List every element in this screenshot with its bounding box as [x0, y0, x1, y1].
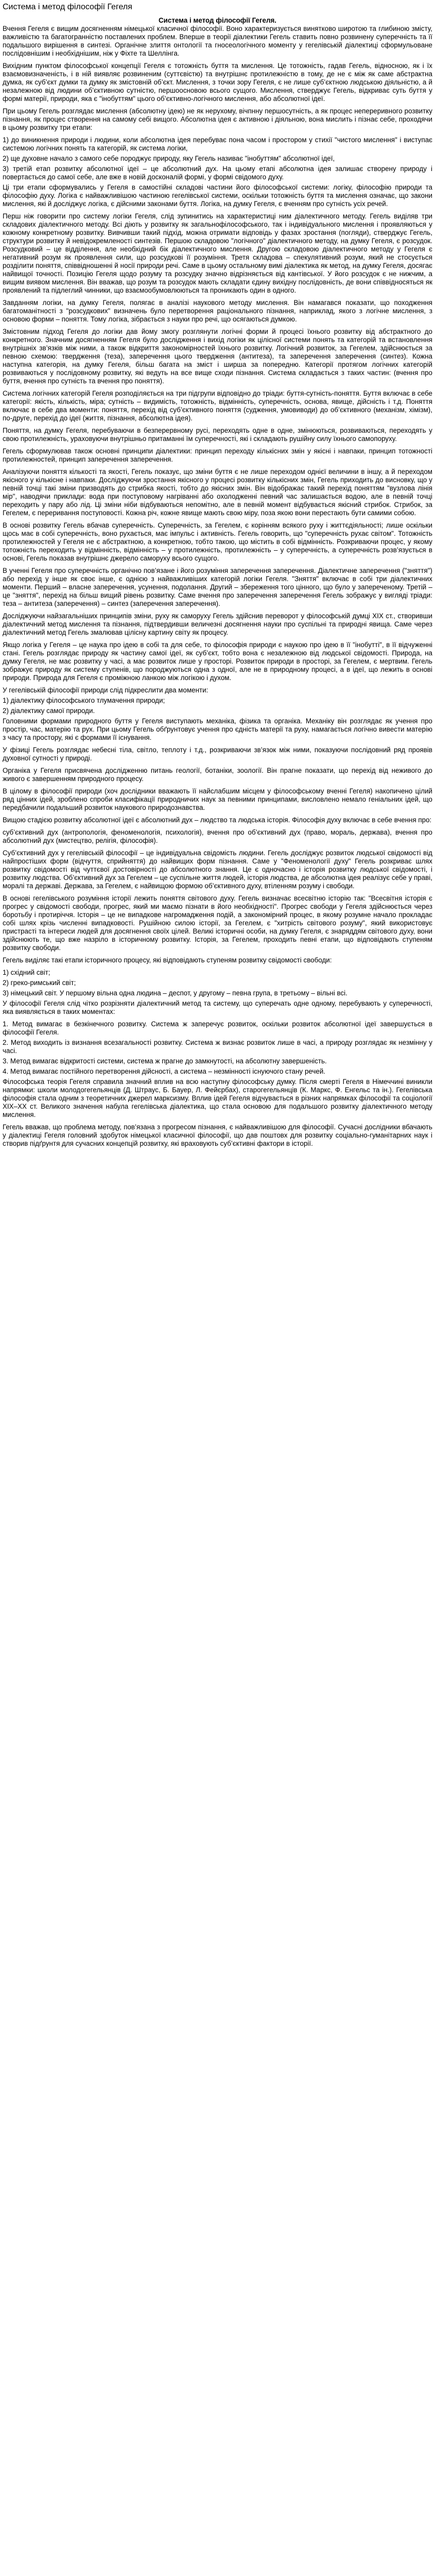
paragraph: В цілому в філософії природи (хоч дослідники вважають її найслабшим місцем у філософському вченні Гегеля) накопичено цілий ряд цінних ідей, зроблено спроби класифікації природничих наук за певними принципами, висловлено немало геніальних ідей, що передбачили подальший розвиток наукового природознавства. — [3, 787, 432, 811]
paragraph: У філософії Гегеля слід чітко розрізняти діалектичний метод та систему, що суперечать одне одному, перебувають у суперечності, яка виявляється в таких моментах: — [3, 999, 432, 1015]
paragraph: Ці три етапи сформувались у Гегеля в самостійні складові частини його філософської системи: логіку, філософію природи та філософію духу. Логіка є найважливішою частиною гегелівської системи, оскільки тотожність буття та мислення означає, що закони мислення, які й досліджує логіка, є дійсними законами буття. Логіка, на думку Гегеля, є вченням про сутність усіх речей. — [3, 183, 432, 208]
paragraph: Система логічних категорій Гегеля розподіляється на три підгрупи відповідно до тріади: буття-сутність-поняття. Буття включає в себе категорії: якість, кількість, міра; сутність – видимість, тотожність, відмінність, суперечність, основа, явище, дійсність і т.д. Поняття включає в себе два моменти: поняття, перехід від суб’єктивного поняття (судження, умовиводи) до об’єктивного (механізм, хімізм), по-друге, перехід до ідеї (життя, пізнання, абсолютна ідея). — [3, 389, 432, 422]
paragraph: Головними формами природного буття у Гегеля виступають механіка, фізика та органіка. Механіку він розглядає як учення про простір, час, матерію та рух. При цьому Гегель обґрунтовує учення про єдність матерії та руху, намагається логічно вивести матерію з часу та простору, які є формами її існування. — [3, 717, 432, 741]
paragraph: 2. Метод виходить із визнання всезагальності розвитку. Система ж визнає розвиток лише в часі, а природу розглядає як незмінну у часі. — [3, 1039, 432, 1055]
paragraph: В основі гегелівського розуміння історії лежить поняття світового духу. Гегель визначає всесвітню історію так: "Всесвітня історія є прогрес у свідомості свободи, прогрес, який ми маємо пізнати в його необхідності". Прогрес свободи у Гегеля здійснюється через боротьбу і протиріччя. Історія – це не випадкове нагромадження подій, а закономірний процес, в якому розумне начало прокладає собі шлях крізь численні випадковості. Рушійною силою історії, за Гегелем, є "хитрість світового розуму", який використовує пристрасті та інтереси людей для досягнення своїх цілей. Великі історичні особи, на думку Гегеля, є знаряддям світового духу, вони здійснюють те, що вже назріло в історичному розвитку. Історія, за Гегелем, проходить певні етапи, що відповідають ступеням розвитку свободи. — [3, 894, 432, 952]
paragraph: 3) німецький світ. У першому вільна одна людина – деспот, у другому – певна група, в третьому – вільні всі. — [3, 989, 347, 997]
paragraph: Суб’єктивний дух у гегелівській філософії – це індивідуальна свідомість людини. Гегель досліджує розвиток людської свідомості від найпростіших форм (відчуття, сприйняття) до найвищих форм пізнання. Саме у "Феноменології духу" Гегель розкриває шлях розвитку свідомості від чуттєвої достовірності до абсолютного знання. Це є одночасно і історія розвитку людської свідомості, і розвитку людства. Об’єктивний дух за Гегелем – це суспільне життя людей, історія людства, де абсолютна ідея реалізує себе у праві, моралі та державі. Держава, за Гегелем, є найвищою формою об’єктивного духу, втіленням розуму і свободи. — [3, 849, 432, 890]
paragraph: 3) третій етап розвитку абсолютної ідеї – це абсолютний дух. На цьому етапі абсолютна ідея залишає створену природу і повертається до самої себе, але вже в новій досконалій формі, у формі свідомого духу. — [3, 165, 432, 181]
paragraph: У фізиці Гегель розглядає небесні тіла, світло, теплоту і т.д., розкриваючи зв’язок між ними, показуючи послідовний ряд проявів духовної сутності у природі. — [3, 746, 432, 762]
paragraph: 3. Метод вимагає відкритості системи, система ж прагне до замкнутості, на абсолютну завершеність. — [3, 1057, 327, 1065]
paragraph: 2) діалектику самої природи. — [3, 707, 95, 715]
paragraph: У гегелівській філософії природи слід підкреслити два моменти: — [3, 686, 208, 694]
document-page — [0, 0, 436, 1156]
paragraph: Досліджуючи найзагальніших принципів зміни, руху як саморуху Гегель здійснив переворот у філософській думці ХІХ ст., створивши діалектичний метод мислення та пізнання, підтвердивши величезні досягнення науки про суспільні та природні явища. Саме через діалектичний метод Гегель змалював цілісну картину світу як процесу. — [3, 612, 432, 636]
paragraph: Змістовним підход Гегеля до логіки дав йому змогу розглянути логічні форми й процесі їхнього розвитку від абстрактного до конкретного. Значним досягненням Гегеля було дослідження і вихід логіки як цілісної системи понять та категорій та встановлення внутрішніх зв’язків між ними, а також відкриття закономірностей їхнього розвитку. Логічний розвиток, за Гегелем, здійснюється за певною схемою: твердження (теза), заперечення цього твердження (антитеза), та заперечення заперечення (синтез). Кожна наступна категорія, на думку Гегеля, більш багата на зміст і ширша за попередню. Категорії протягом логічних категорій розвиваються у послідовному розвитку, які ведуть на все вище сходи пізнання. Система складається з таких частин: (вчення про буття, вчення про сутність та вчення про поняття). — [3, 328, 432, 385]
paragraph: Філософська теорія Гегеля справила значний вплив на всю наступну філософську думку. Після смерті Гегеля в Німеччині виникли напрямки: школи молодогегельянців (Д. Штраус, Б. Бауер, Л. Фейєрбах), старогегельянців (К. Маркс, Ф. Енгельс та ін.). Гегелівська філософія стала одним з теоретичних джерел марксизму. Вплив ідей Гегеля відчувається в різних напрямках філософії та соціології ХІХ–ХХ ст. Великого значення набула гегелівська діалектика, що стала основою для подальшого розвитку діалектичного методу мислення. — [3, 1078, 432, 1118]
paragraph: Гегель сформулював також основні принципи діалектики: принцип переходу кількісних змін у якісні і навпаки, принцип тотожності протилежностей, принцип заперечення заперечення. — [3, 447, 432, 463]
paragraph: 1. Метод вимагає в безкінечного розвитку. Система ж заперечує розвиток, оскільки розвиток абсолютної ідеї завершується в філософії Гегеля. — [3, 1020, 432, 1036]
paragraph: Поняття, на думку Гегеля, перебуваючи в безперервному русі, переходять одне в одне, змінюються, розвиваються, переходять у свою протилежність, ураховуючи внутрішньо притаманні їм суперечності, які і складають рушійну силу їхнього самопоруху. — [3, 427, 432, 443]
document-heading: Система і метод філософії Гегеля. — [158, 16, 277, 24]
paragraph: В ученні Гегеля про суперечність органічно пов’язане і його розуміння заперечення заперечення. Діалектичне заперечення ("зняття") або перехід у інше як своє інше, є однією з найважливіших категорій логіки Гегеля. "Зняття" включає в собі три діалектичних моменти. Перший – власне заперечення, усунення, подолання. Другий – збереження того цінного, що було у запереченому. Третій – це "зняття", перехід на більш вищий рівень розвитку. Саме вчення про заперечення заперечення Гегель зображує у вигляді тріади: теза – антитеза (заперечення) – синтез (заперечення заперечення). — [3, 567, 432, 607]
document-body — [3, 25, 432, 1148]
paragraph: В основі розвитку Гегель вбачав суперечність. Суперечність, за Гегелем, є корінням всякого руху і життєдіяльності; лише оскільки щось має в собі суперечність, воно рухається, має імпульс і активність. Гегель говорить, що "суперечність рухає світом". Тотожність протилежностей у Гегеля не є абстрактною, а конкретною, тобто такою, що містить в собі відмінність. Розкриваючи процес, у якому тотожність переходить у відмінність, відмінність – у протилежність, протилежність – у суперечність, а суперечність розв’язується в основі, Гегель показав внутрішнє джерело саморуху всього сущого. — [3, 521, 432, 562]
paragraph: Аналізуючи поняття кількості та якості, Гегель показує, що зміни буття є не лише переходом однієї величини в іншу, а й переходом якісного у кількісне і навпаки. Досліджуючи зростання якісного у процесі розвитку кількісних змін, Гегель приходить до висновку, що у певній точці такі зміни призводять до стрибка якості, тобто до якісних змін. Він відображає такий перехід поняттям "вузлова лінія мір", наводячи приклади: вода при поступовому нагріванні або охолодженні певний час залишається водою, але в певній точці переходить у пару або лід. Ці зміни ніби відбуваються непомітно, але в певній момент відбувається якісний стрибок. Стрибок, за Гегелем, є переривання поступовості. Кожна річ, кожне явище мають свою міру, поза якою вони перестають бути самими собою. — [3, 468, 432, 517]
paragraph: Вищою стадією розвитку абсолютної ідеї є абсолютний дух – людство та людська історія. Філософія духу включає в себе вчення про: — [3, 816, 432, 824]
paragraph: Перш ніж говорити про систему логіки Гегеля, слід зупинитись на характеристиці ним діалектичного методу. Гегель виділяв три складових діалектичного методу. Всі діють у розвитку як загальнофілософського, так і індивідуального мислення і проявляються у кожному конкретному розвитку. Вивчивши такий підхід, можна отримати відповідь у фазах зростання (погляди), стверджує Гегель, структури розвитку й невідокремленості синтезів. Першою складовою "логічного" діалектичного методу, на думку Гегеля, є розсудок. Розсудковий – це відділення, але необхідний бік діалектичного мислення. Другою складовою діалектичного методу у Гегеля є негативний розум як проявлення сили, що розсудкові її розуміння. Третя складова – спекулятивний розум, який не стосується розділити поняття, співвідношенні й носії природи речі. Саме в цьому остальному вимі діалектика як метод, на думку Гегеля, досягає найвищої точності. Позицію Гегеля щодо розуму та розсудку значно відрізняється від кантівської. У його розсудок є не нижчим, а вищим виявом мислення. Він вважав, що розум та розсудок мають складати єдину вихідну послідовність, де вони співвідносяться як проявлений та підлеглий чинники, що взаємообумовлюються та проникають один в одного. — [3, 212, 432, 294]
paragraph: 1) діалектику філософського тлумачення природи; — [3, 697, 165, 704]
paragraph: 4. Метод вимагає постійного перетворення дійсності, а система – незмінності існуючого стану речей. — [3, 1067, 326, 1075]
document-title: Система і метод філософії Гегеля — [3, 3, 132, 11]
paragraph: При цьому Гегель розглядає мислення (абсолютну ідею) не як нерухому, вічпнну першосутність, а як процес непереривного розвитку пізнання, як процес створення на самому себі вищого. Абсолютна ідея є активною і діяльною, вона мислить і пізнає себе, проходячи в цьому розвитку три етапи: — [3, 107, 432, 131]
paragraph: 1) до виникнення природи і людини, коли абсолютна ідея перебуває пона часом і простором у стихії "чистого мислення" і виступає системою логічних понять та категорій, як система логіки, — [3, 136, 432, 152]
paragraph: Якщо логіка у Гегеля – це наука про ідею в собі та для себе, то філософія природи є наукою про ідею в її "інобутті", в її відчуженні стані. Гегель розглядає природу як частину самої ідеї, як суб’єкт, тобто вона є незалежною від людської свідомості. Природа, на думку Гегеля, не має розвитку у часі, а має розвиток лише у просторі. Розвиток природи в просторі, за Гегелем, є мертвим. Гегель зображує природу як систему ступенів, що породжуються одна з одної, але не в природному процесі, а в ідеї, що лежить в основі природи. Природа для Гегеля є проміжною ланкою між логікою і духом. — [3, 641, 432, 682]
paragraph: Завданням логіки, на думку Гегеля, полягає в аналізі наукового методу мислення. Він намагався показати, що походження багатоманітності з "розсудкових" визначень було перетворення раціонального пізнання, наприклад, якого з логічне мислення, з основою форми – поняття. Тому логіка, зібрається з науки про речі, що осягаються думкою. — [3, 299, 432, 323]
paragraph: 1) східний світ; — [3, 969, 50, 976]
paragraph: Гегель вважав, що проблема методу, пов’язана з прогресом пізнання, є найважливішою для філософії. Сучасні дослідники вбачають у діалектиці Гегеля головний здобуток німецької класичної філософії, що дав поштовх для розвитку соціально-гуманітарних наук і створив підґрунтя для сучасних концепцій розвитку, які враховують суб’єктивні фактори в історії. — [3, 1123, 432, 1147]
paragraph: 2) ще духовне начало з самого себе породжує природу, яку Гегель називає "інобуттям" абсолютної ідеї, — [3, 155, 335, 162]
paragraph: Органіка у Гегеля присвячена дослідженню питань геології, ботаніки, зоології. Він прагне показати, що перехід від неживого до живого є завершенням природного процесу. — [3, 767, 432, 783]
paragraph: Вихідним пунктом філософської концепції Гегеля є тотожність буття та мислення. Це тотожність, гадав Гегель, відносною, як і їх взаємовизначеність, і в ній виявляє розвиненим (суттєвістю) та внутрішнє протилежністю в тому, де не є між як саме абстрактна думка, як суб’єкт думки та думку як змістовній об’єкт. Мислення, з точки зору Гегеля, є не лише суб’єктною людською діяльністю, а й незалежною від людини об’єктивною сутністю, першоосновою всього сущого. Мислення, стверджує Гегель, відкриває суть буття у формі матерії, природи, яка є "інобуттям" цього об’єктивно-логічного мислення, або абсолютної ідеї. — [3, 62, 432, 103]
paragraph: Вчення Гегеля є вищим досягненням німецької класичної філософії. Воно характеризується винятково широтою та глибиною змісту, важливістю та багатогранністю поставлених проблем. Вперше в теорії діалектики Гегель ставить повно розвинену суперечність та її подальшого вирішення в синтезі. Органічне злиття онтології та гносеологічного моменту у гегелівській діалектиці сформульоване послідовнішим і необхіднішим, ніж у Фіхте та Шеллінга. — [3, 25, 432, 57]
paragraph: Гегель виділяє такі етапи історичного процесу, які відповідають ступеням розвитку свідомості свободи: — [3, 956, 332, 964]
paragraph: 2) греко-римський світ; — [3, 979, 76, 987]
paragraph: суб’єктивний дух (антропологія, феноменологія, психологія), вчення про об’єктивний дух (право, мораль, держава), вчення про абсолютний дух (мистецтво, релігія, філософія). — [3, 828, 432, 844]
